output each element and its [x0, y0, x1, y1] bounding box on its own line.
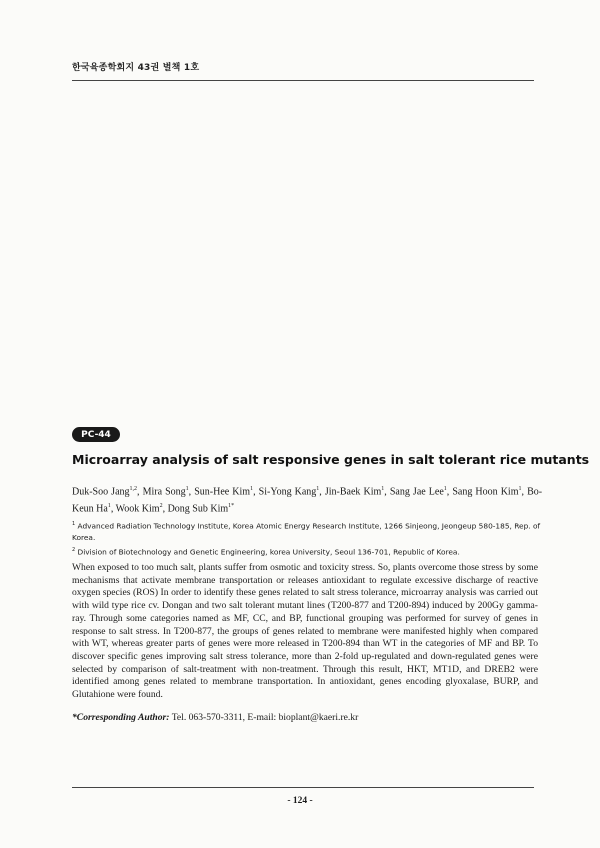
author-name: Sang Hoon Kim — [452, 486, 519, 498]
author-affiliation-mark: 1 — [107, 503, 111, 510]
author-name: Duk-Soo Jang — [72, 486, 130, 498]
abstract-text: When exposed to too much salt, plants suffer from osmotic and toxicity stress. So, plants overcome those stress by some mechanisms that activate membrane transportation or releases antioxidant to regulate excessive discharge of reactive oxygen species (ROS) In order to identify these genes related to salt stress tolerance, microarray analysis was carried out with wild type rice cv. Dongan and two salt tolerant mutant lines (T200-877 and T200-894) induced by 200Gy gamma-ray. Through some categories named as MF, CC, and BP, functional grouping was performed for survey of genes in response to salt stress. In T200-877, the groups of genes related to membrane were manifested highly when compared with WT, whereas greater parts of genes were more released in T200-894 than WT in the categories of MF and BP. To discover specific genes improving salt stress tolerance, more than 2-fold up-regulated and down-regulated genes were selected by comparison of salt-treatment with non-treatment. Through this result, HKT, MT1D, and DREB2 were identified among genes related to membrane transportation. In antioxidant, genes encoding glyoxalase, BURP, and Glutahione were found. — [72, 562, 538, 701]
author-affiliation-mark: 1 — [250, 486, 254, 492]
author-affiliation-mark: 1 — [185, 486, 189, 492]
author-name: Si-Yong Kang — [258, 486, 317, 498]
author-affiliation-mark: 1* — [228, 503, 235, 510]
author-name: Sun-Hee Kim — [194, 486, 251, 498]
affiliation-list — [72, 518, 542, 559]
corresponding-contact: Tel. 063-570-3311, E-mail: bioplant@kaeri.re.kr — [169, 712, 359, 723]
author-list: Duk-Soo Jang$^{1,2}$, Mira Song$^1$, Sun-Hee Kim$^1$, Si-Yong Kang$^1$, Jin-Baek Kim$^1$, Sang Jae Lee$^1$, Sang Hoon Kim$^1$, Bo-Keun Ha$^1$, Wook Kim$^2$, Dong Sub Kim$^{1*}$ — [72, 486, 543, 515]
page-number: - 124 - — [287, 796, 313, 806]
author-name: Sang Jae Lee — [389, 486, 444, 498]
author-affiliation-mark: 2 — [159, 503, 163, 510]
header-divider — [72, 80, 534, 81]
affiliation-mark: 1 — [72, 521, 76, 527]
author-name: Jin-Baek Kim — [324, 486, 382, 498]
author-affiliation-mark: 1 — [518, 486, 522, 492]
affiliation-item — [72, 544, 542, 558]
affiliation-text: Advanced Radiation Technology Institute, Korea Atomic Energy Research Institute, 1266 Sinjeong, Jeongeup 580-185, Rep. of Korea. — [72, 521, 541, 543]
author-affiliation-mark: 1,2 — [129, 486, 138, 492]
author-name: Mira Song — [142, 486, 186, 498]
journal-header: 한국육종학회지 43권 별책 1호 — [72, 63, 200, 73]
affiliation-item — [72, 518, 542, 544]
affiliation-mark: 2 — [72, 547, 76, 554]
affiliation-text: Division of Biotechnology and Genetic Engineering, korea University, Seoul 136-701, Republic of Korea. — [75, 547, 460, 557]
corresponding-author — [72, 712, 358, 723]
corresponding-label: *Corresponding Author: — [72, 712, 170, 723]
author-name: Wook Kim — [115, 503, 160, 515]
author-affiliation-mark: 1 — [316, 486, 320, 492]
author-affiliation-mark: 1 — [443, 486, 447, 492]
poster-id-badge: PC-44 — [72, 427, 120, 442]
author-affiliation-mark: 1 — [381, 486, 385, 492]
author-name: Bo-Keun Ha — [72, 486, 543, 515]
footer-divider — [72, 787, 534, 788]
paper-title: Microarray analysis of salt responsive genes in salt tolerant rice mutants — [72, 452, 590, 467]
author-name: Dong Sub Kim — [167, 503, 229, 515]
